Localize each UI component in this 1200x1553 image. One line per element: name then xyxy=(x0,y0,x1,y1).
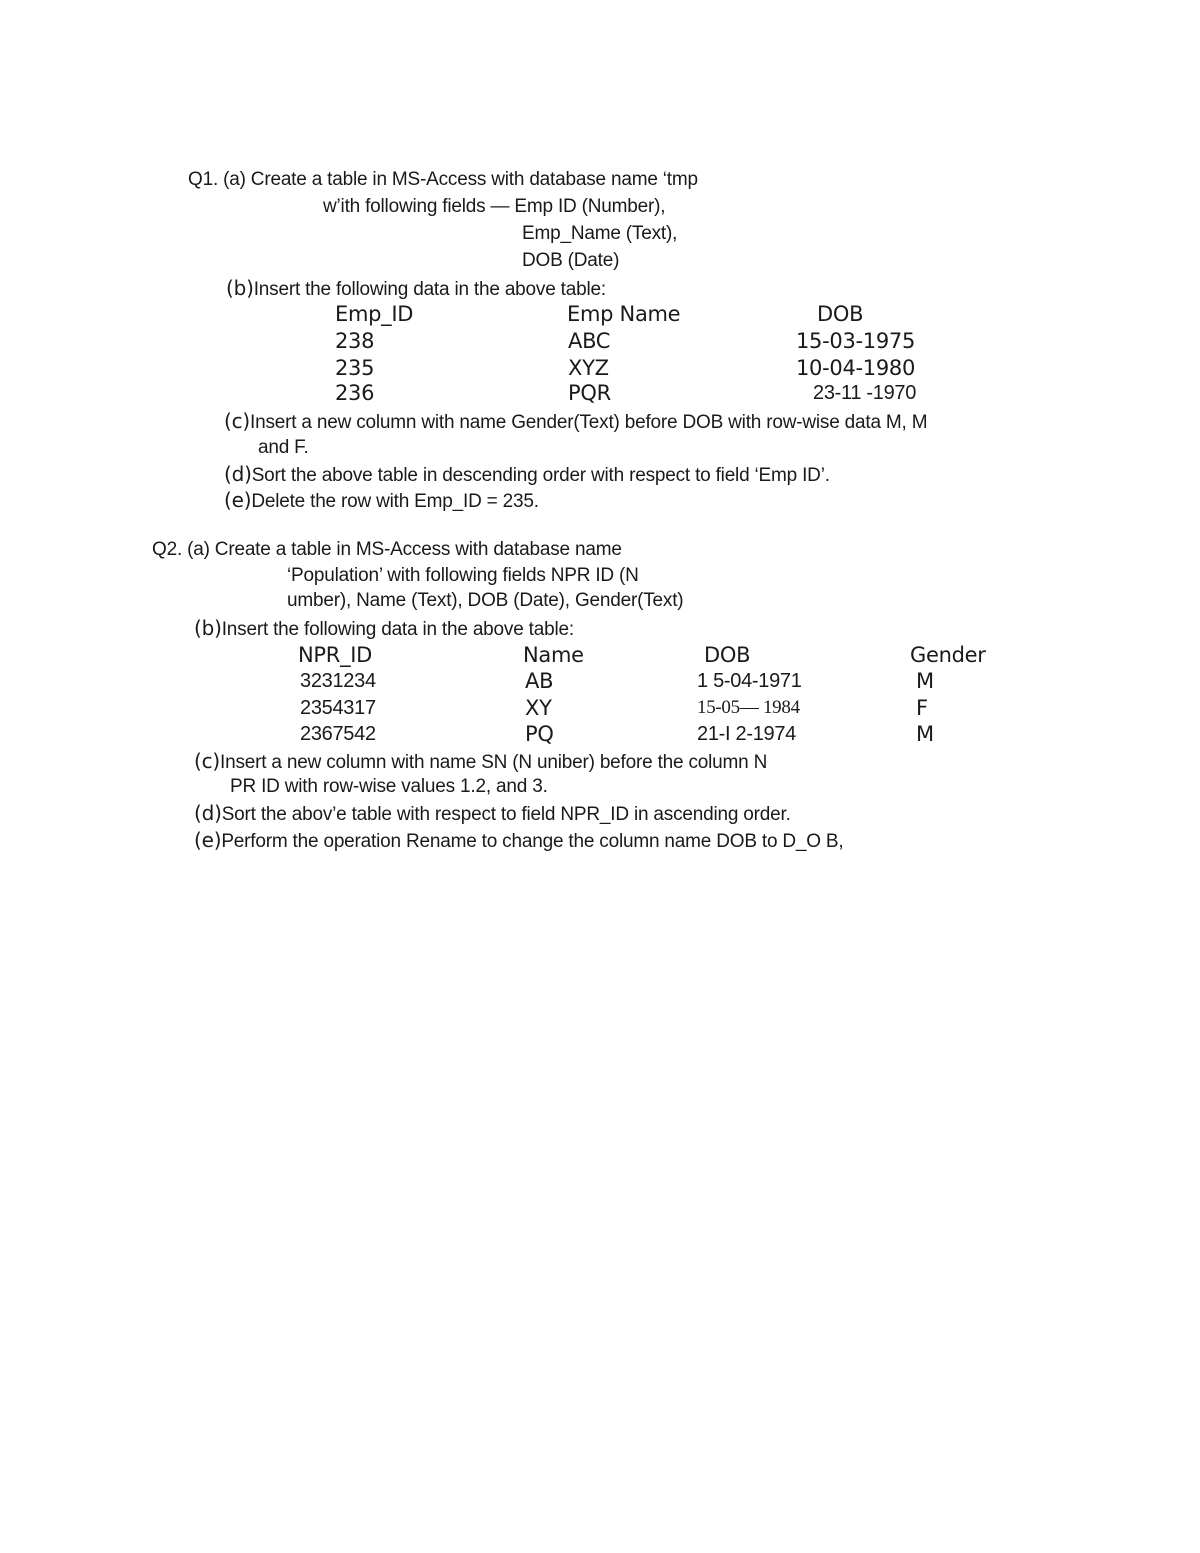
q1-part-c xyxy=(224,409,927,435)
q2-e-text: Perform the operation Rename to change the column name DOB to D_O B, xyxy=(221,831,844,852)
q2-cell: M xyxy=(916,722,934,746)
q2-c-text: Insert a new column with name SN (N uniber) before the column N xyxy=(220,752,768,773)
q2-d-text: Sort the abov’e table with respect to field NPR_ID in ascending order. xyxy=(221,804,791,825)
q1-c-marker: (c) xyxy=(224,409,251,433)
q2-header-dob: DOB xyxy=(704,643,751,667)
q2-part-b xyxy=(194,616,574,642)
q1-e-marker: (e) xyxy=(224,488,252,512)
q1-cell: PQR xyxy=(568,381,611,405)
q2-cell: PQ xyxy=(525,722,554,746)
q2-d-marker: (d) xyxy=(194,801,222,825)
q2-cell: AB xyxy=(525,669,554,693)
q1-b-marker: (b) xyxy=(226,276,254,300)
q2-cell: 3231234 xyxy=(300,670,376,692)
q2-cell: 21-I 2-1974 xyxy=(697,723,796,745)
q1-cell: 10-04-1980 xyxy=(796,356,916,380)
q1-part-e xyxy=(224,488,539,514)
q2-part-c xyxy=(194,749,767,775)
q1-cell: 236 xyxy=(335,381,375,405)
q2-header-nprid: NPR_ID xyxy=(298,643,373,667)
q1-fields-line: w’ith following fields — Emp ID (Number), xyxy=(323,196,666,217)
q2-cell: 2354317 xyxy=(300,697,376,719)
q1-d-text: Sort the above table in descending order with respect to field ‘Emp ID’. xyxy=(251,465,830,486)
q2-part-d xyxy=(194,801,791,827)
q2-cell: M xyxy=(916,669,934,693)
q2-b-text: Insert the following data in the above table: xyxy=(221,619,574,640)
q2-part-e xyxy=(194,828,844,854)
q2-cell: F xyxy=(916,696,928,720)
q1-cell: 15-03-1975 xyxy=(796,329,916,353)
q1-cell: 238 xyxy=(335,329,375,353)
q1-cell: ABC xyxy=(568,329,611,353)
q1-part-d xyxy=(224,462,830,488)
q2-header-name: Name xyxy=(523,643,584,667)
q2-fields-line: ‘Population’ with following fields NPR ID (N xyxy=(287,565,639,586)
q1-header-dob: DOB xyxy=(817,302,864,326)
q1-cell: 23-11 -1970 xyxy=(813,382,917,404)
q2-cell: 15-05— 1984 xyxy=(697,697,800,718)
q1-c-text: Insert a new column with name Gender(Text) before DOB with row-wise data M, M xyxy=(250,412,928,433)
q1-title-line: Q1. (a) Create a table in MS-Access with database name ‘tmp xyxy=(188,169,698,190)
q2-title-line: Q2. (a) Create a table in MS-Access with database name xyxy=(152,539,622,560)
q2-c-continuation: PR ID with row-wise values 1.2, and 3. xyxy=(230,776,548,797)
q2-header-gender: Gender xyxy=(910,643,986,667)
q2-cell: 2367542 xyxy=(300,723,376,745)
q1-d-marker: (d) xyxy=(224,462,252,486)
q1-b-text: Insert the following data in the above table: xyxy=(253,279,606,300)
q1-e-text: Delete the row with Emp_ID = 235. xyxy=(251,491,539,512)
q1-field-dob: DOB (Date) xyxy=(522,250,620,271)
q1-c-continuation: and F. xyxy=(258,437,309,458)
q1-header-empname: Emp Name xyxy=(567,302,681,326)
q1-field-empname: Emp_Name (Text), xyxy=(522,223,678,244)
q2-fields-line-2: umber), Name (Text), DOB (Date), Gender(Text) xyxy=(287,590,684,611)
q2-cell: XY xyxy=(525,696,552,720)
q1-header-empid: Emp_ID xyxy=(335,302,414,326)
q2-b-marker: (b) xyxy=(194,616,222,640)
q1-cell: XYZ xyxy=(568,356,609,380)
q1-cell: 235 xyxy=(335,356,375,380)
q2-c-marker: (c) xyxy=(194,749,221,773)
q2-cell: 1 5-04-1971 xyxy=(697,670,802,692)
q1-part-b xyxy=(226,276,606,302)
q2-e-marker: (e) xyxy=(194,828,222,852)
